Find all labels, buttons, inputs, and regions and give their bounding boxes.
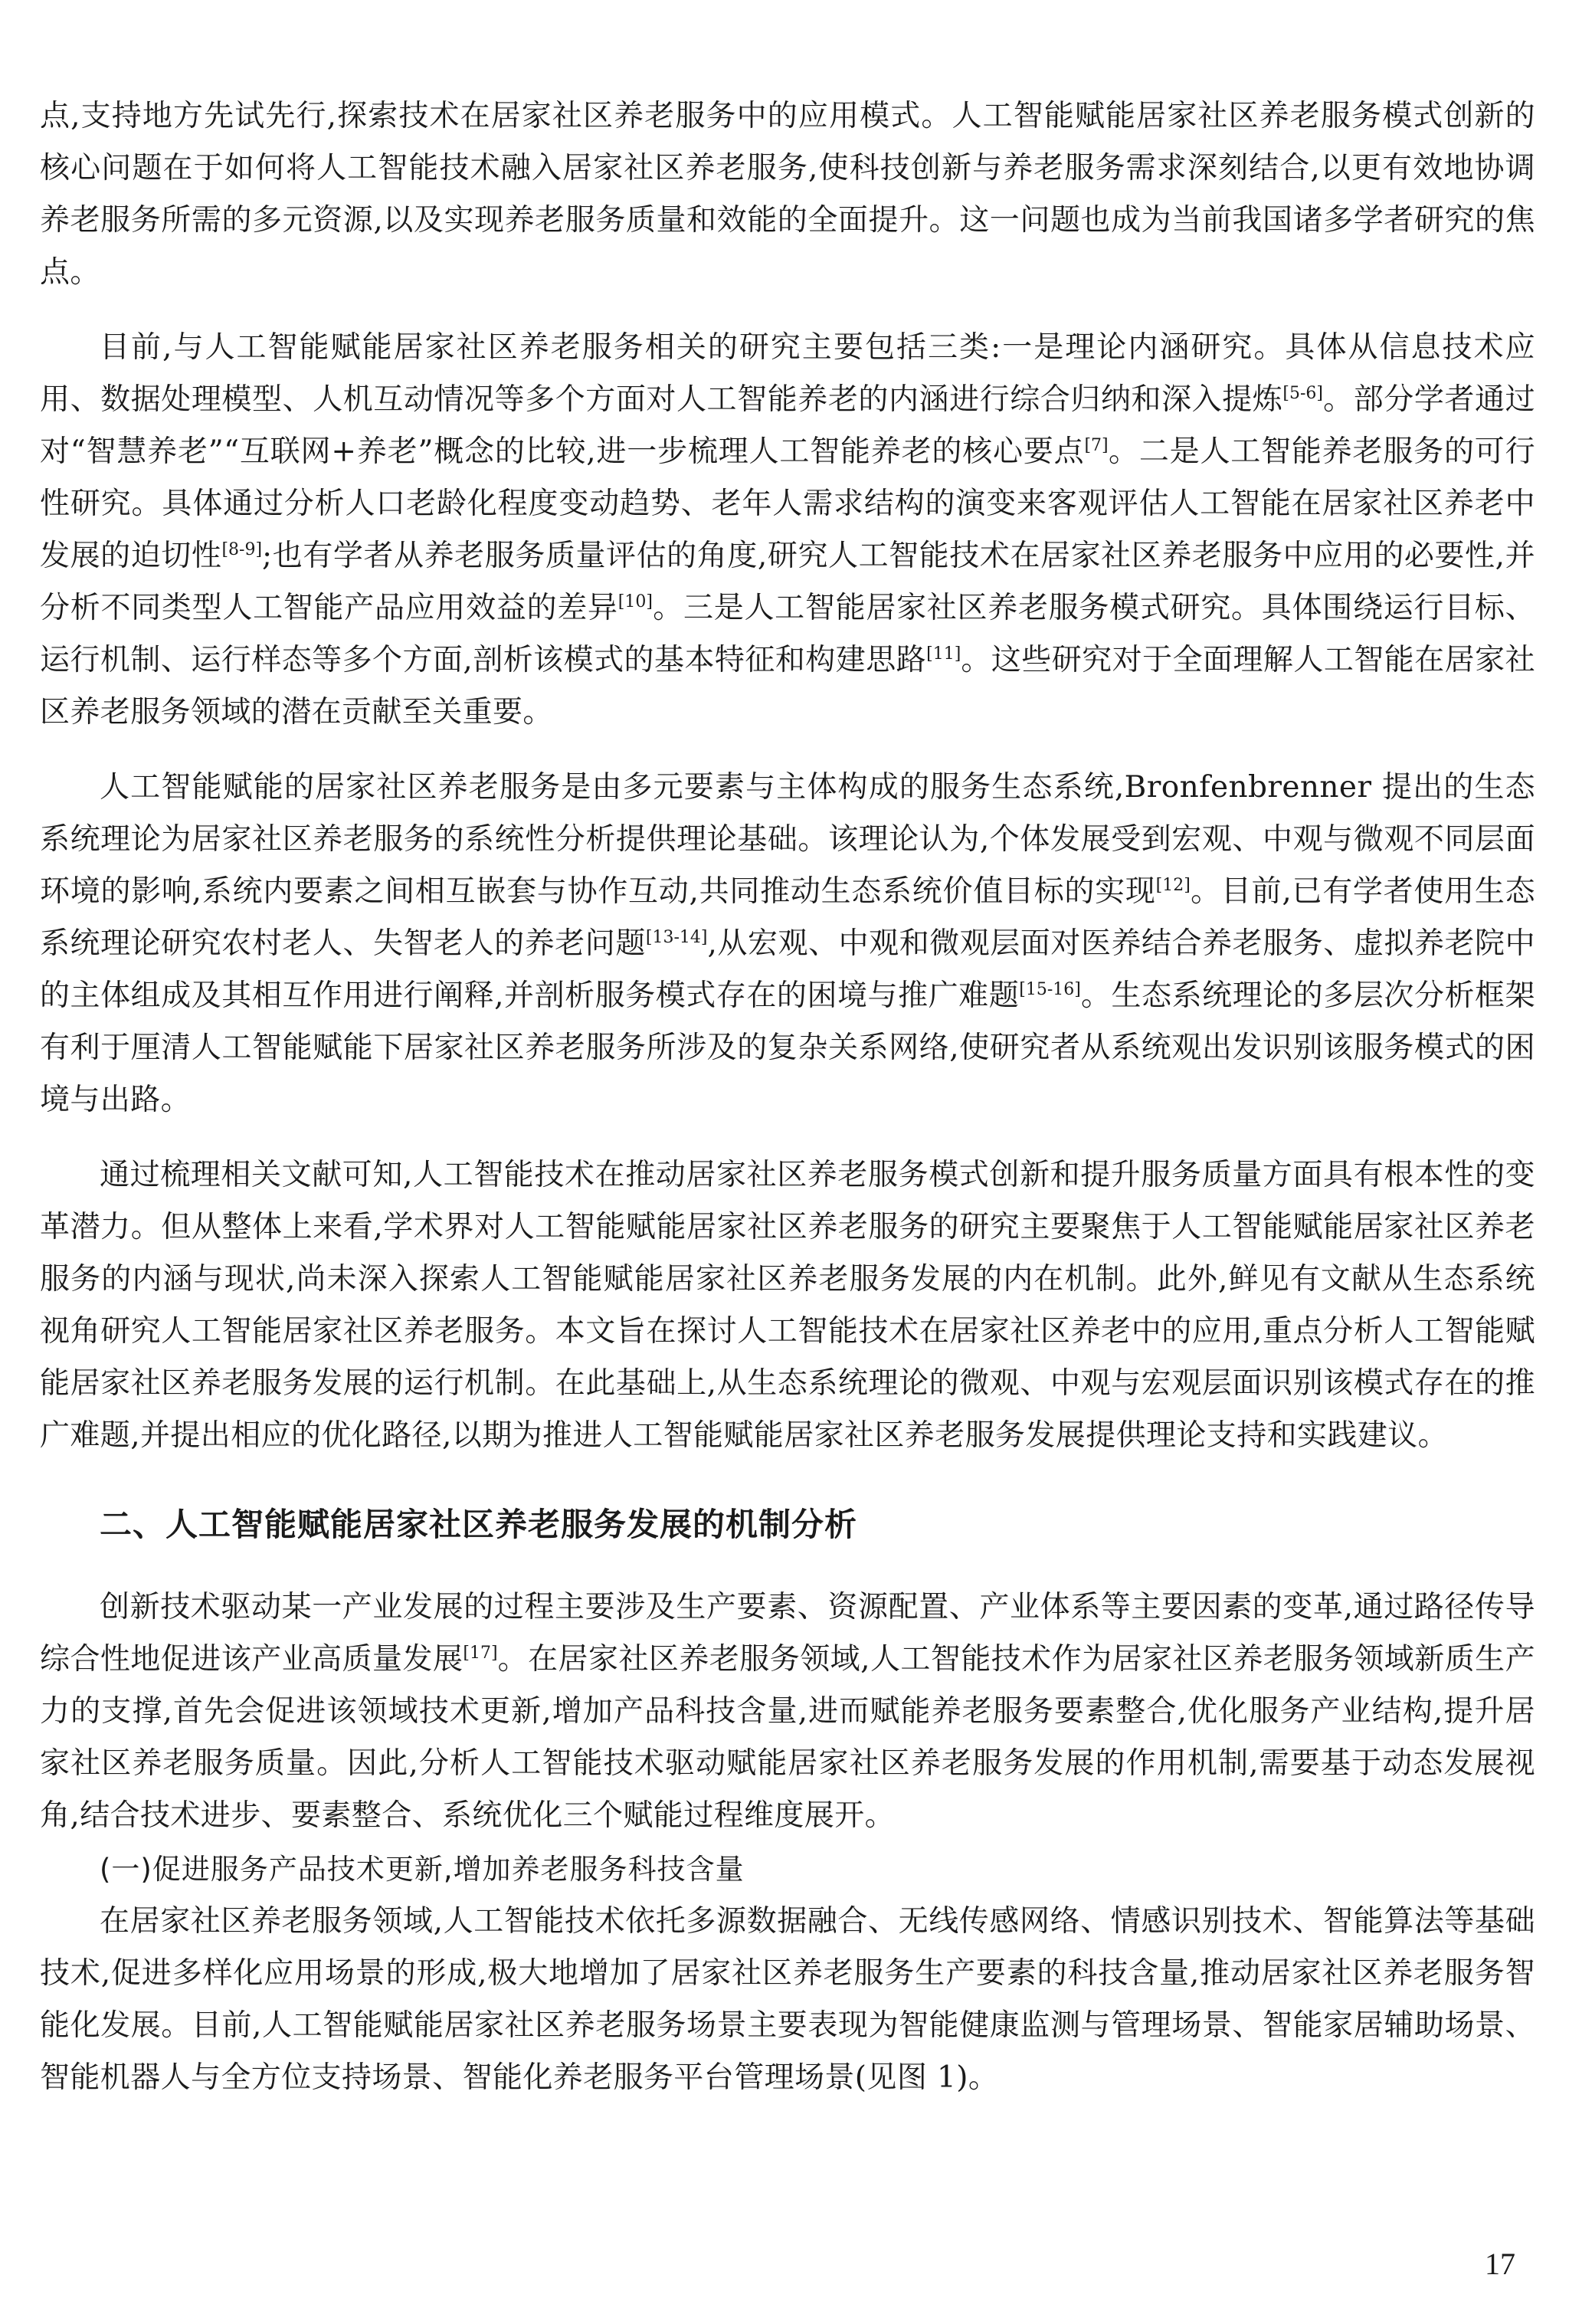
text-segment: 。二是人工智能养老服务的可行性研究。具体通过分析人口老龄化程度变动趋势、老年人需求结构的演变来客观评估人工智能在居家社区养老中发展的迫切性	[40, 434, 1535, 573]
citation-ref[interactable]: [15-16]	[1019, 980, 1081, 999]
citation-ref[interactable]: [8-9]	[221, 540, 263, 559]
text-segment: 。在居家社区养老服务领域,人工智能技术作为居家社区养老服务领域新质生产力的支撑,首先会促进该领域技术更新,增加产品科技含量,进而赋能养老服务要素整合,优化服务产业结构,提升居家社区养老服务质量。因此,分析人工智能技术驱动赋能居家社区养老服务发展的作用机制,需要基于动态发展视角,结合技术进步、要素整合、系统优化三个赋能过程维度展开。	[40, 1642, 1535, 1833]
citation-ref[interactable]: [5-6]	[1282, 384, 1323, 403]
paragraph-literature-review	[40, 322, 1535, 739]
text-segment: 创新技术驱动某一产业发展的过程主要涉及生产要素、资源配置、产业体系等主要因素的变革,通过路径传导综合性地促进该产业高质量发展	[40, 1590, 1535, 1677]
text-segment: 。目前,已有学者使用生态系统理论研究农村老人、失智老人的养老问题	[40, 874, 1536, 961]
citation-ref[interactable]: [13-14]	[645, 928, 708, 947]
paragraph-ecosystem-theory	[40, 762, 1535, 1126]
text-segment: 。这些研究对于全面理解人工智能在居家社区养老服务领域的潜在贡献至关重要。	[40, 643, 1535, 729]
text-segment: ,从宏观、中观和微观层面对医养结合养老服务、虚拟养老院中的主体组成及其相互作用进行阐释,并剖析服务模式存在的困境与推广难题	[40, 926, 1535, 1013]
text-segment: 。三是人工智能居家社区养老服务模式研究。具体围绕运行目标、运行机制、运行样态等多个方面,剖析该模式的基本特征和构建思路	[40, 591, 1535, 677]
citation-ref[interactable]: [7]	[1084, 436, 1109, 455]
text-segment: ;也有学者从养老服务质量评估的角度,研究人工智能技术在居家社区养老服务中应用的必要性,并分析不同类型人工智能产品应用效益的差异	[40, 539, 1535, 625]
page-number: 17	[1485, 2247, 1515, 2281]
citation-ref[interactable]: [10]	[617, 592, 653, 611]
text-segment: 。生态系统理论的多层次分析框架有利于厘清人工智能赋能下居家社区养老服务所涉及的复杂关系网络,使研究者从系统观出发识别该服务模式的困境与出路。	[40, 978, 1535, 1117]
section-heading: 二、人工智能赋能居家社区养老服务发展的机制分析	[100, 1506, 858, 1543]
text-segment: 目前,与人工智能赋能居家社区养老服务相关的研究主要包括三类:一是理论内涵研究。具体从信息技术应用、数据处理模型、人机互动情况等多个方面对人工智能养老的内涵进行综合归纳和深入提炼	[40, 330, 1535, 417]
paragraph-mechanism-intro	[40, 1582, 1535, 1842]
paragraph-application-scenarios: 在居家社区养老服务领域,人工智能技术依托多源数据融合、无线传感网络、情感识别技术、智能算法等基础技术,促进多样化应用场景的形成,极大地增加了居家社区养老服务生产要素的科技含量,推动居家社区养老服务智能化发展。目前,人工智能赋能居家社区养老服务场景主要表现为智能健康监测与管理场景、智能家居辅助场景、智能机器人与全方位支持场景、智能化养老服务平台管理场景(见图 1)。	[40, 1904, 1535, 2095]
text-segment: 人工智能赋能的居家社区养老服务是由多元要素与主体构成的服务生态系统,Bronfenbrenner 提出的生态系统理论为居家社区养老服务的系统性分析提供理论基础。该理论认为,个体发展受到宏观、中观与微观不同层面环境的影响,系统内要素之间相互嵌套与协作互动,共同推动生态系统价值目标的实现	[40, 770, 1535, 909]
subsection-heading: (一)促进服务产品技术更新,增加养老服务科技含量	[100, 1853, 745, 1886]
paragraph-research-aim: 通过梳理相关文献可知,人工智能技术在推动居家社区养老服务模式创新和提升服务质量方面具有根本性的变革潜力。但从整体上来看,学术界对人工智能赋能居家社区养老服务的研究主要聚焦于人工智能赋能居家社区养老服务的内涵与现状,尚未深入探索人工智能赋能居家社区养老服务发展的内在机制。此外,鲜见有文献从生态系统视角研究人工智能居家社区养老服务。本文旨在探讨人工智能技术在居家社区养老中的应用,重点分析人工智能赋能居家社区养老服务发展的运行机制。在此基础上,从生态系统理论的微观、中观与宏观层面识别该模式存在的推广难题,并提出相应的优化路径,以期为推进人工智能赋能居家社区养老服务发展提供理论支持和实践建议。	[40, 1158, 1535, 1453]
citation-ref[interactable]: [12]	[1155, 876, 1191, 895]
article-page	[40, 90, 1535, 2104]
paragraph-intro-continuation: 点,支持地方先试先行,探索技术在居家社区养老服务中的应用模式。人工智能赋能居家社区养老服务模式创新的核心问题在于如何将人工智能技术融入居家社区养老服务,使科技创新与养老服务需求深刻结合,以更有效地协调养老服务所需的多元资源,以及实现养老服务质量和效能的全面提升。这一问题也成为当前我国诸多学者研究的焦点。	[40, 99, 1535, 290]
citation-ref[interactable]: [17]	[463, 1644, 498, 1663]
text-segment: 。部分学者通过对“智慧养老”“互联网+养老”概念的比较,进一步梳理人工智能养老的核心要点	[40, 382, 1535, 469]
citation-ref[interactable]: [11]	[926, 644, 961, 664]
